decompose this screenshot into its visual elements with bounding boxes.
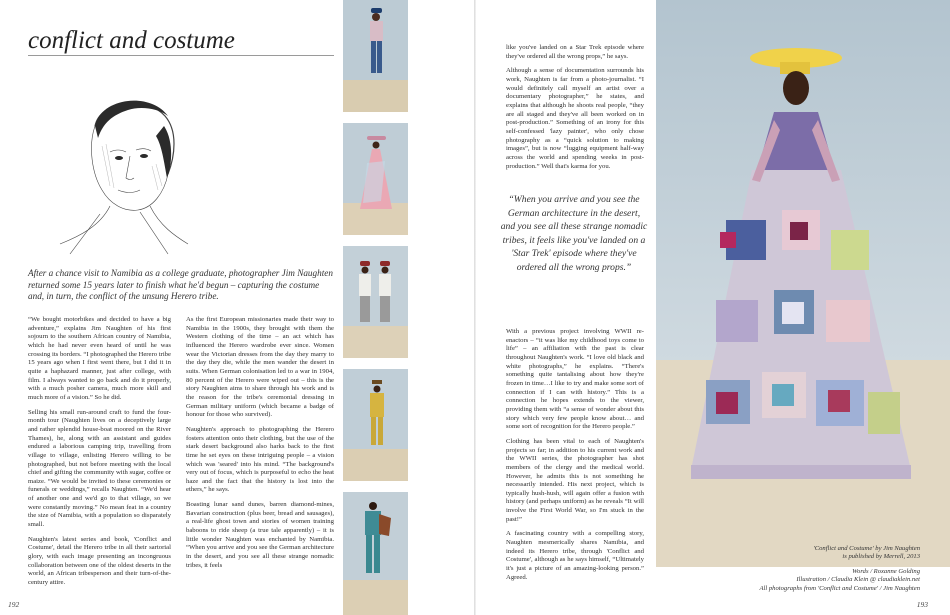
paragraph: As the first European missionaries made their way to Namibia in the 1900s, they brought with them the Western clothing of the time – an act which has influenced the Herero wardrobe ever since. Women wear the Victorian dresses from the day they marry to the day they die, while the men wander the desert in suits. When German colonisation led to a war in 1904, 80 percent of the Herero were wiped out – this is the story Naughten aims to share through his work and is the reason for the tribe's ceremonial dressing in German military uniform (which became a badge of honour for those who survived). — [186, 316, 334, 419]
page-title: conflict and costume — [28, 28, 334, 56]
paragraph: Naughten's latest series and book, 'Conflict and Costume', detail the Herero tribe in all their sartorial glory, with each image presenting an incongruous collaboration between one of the oldest deserts in the world, an African tribesperson and their turn-of-the-century attire. — [28, 535, 171, 587]
paragraph: “We bought motorbikes and decided to have a big adventure,” explains Jim Naughten of his first sojourn to the southern African country of Namibia, which he had never even heard of until he was crossing its borders. “I photographed the Herero tribe 15 years ago when I first went there, but I did it in quite a haphazard manner, just after college, with film. I always wanted to go back and do it properly, with a much posher camera, much more skill and much more of a vision.” So he did. — [28, 316, 171, 401]
credit-line: Words / Roxanne Golding — [852, 567, 920, 575]
photo-thumbnail-3 — [343, 246, 408, 358]
credit-line: Illustration / Claudia Klein @ claudiaklein.net — [796, 576, 920, 584]
paragraph: Clothing has been vital to each of Naughten's projects so far; in addition to his current work and the WWII series, the photographer has shot members of the clergy and the medical world. However, he admits this is not something he necessarily intended. His next project, which is typically hush-hush, will again offer a fusion with history (and perhaps uniform) as he reveals “It will involve the First World War, so I'm stuck in the past!” — [506, 437, 644, 523]
photo-thumbnail-1 — [343, 0, 408, 112]
paragraph: Although a sense of documentation surrounds his work, Naughten is far from a photo-journalist. “I would definitely call myself an artist over a documentary photographer,” he states, and explains that although he shoots real people, “they are all staged and they've all been worked on in post-production.” Something of an irony for this self-confessed 'lazy painter', who only chose photography as a “quick solution to making images”, but is now “lugging equipment half-way across the world and spending weeks in post-production.” Well that's karma for you. — [506, 67, 644, 170]
credit-line: is published by Merrell, 2013 — [842, 553, 920, 561]
page-number-right: 193 — [916, 600, 928, 609]
illustrated-portrait — [40, 86, 190, 256]
page-spine — [474, 0, 476, 615]
credit-line: 'Conflict and Costume' by Jim Naughten — [813, 545, 920, 552]
herero-woman-photograph — [656, 0, 950, 567]
credits-block — [690, 545, 920, 593]
paragraph: A fascinating country with a compelling story, Naughten mesmerically shares Namibia, and indeed its Herero tribe, through 'Conflict and Costume', although as he says himself, “Ultimately it's just a picture of an amazing-looking person.” Agreed. — [506, 530, 644, 581]
paragraph: Boasting lunar sand dunes, barren diamond-mines, Bavarian construction (plus beer, bread and sausages), a real-life ghost town and stories of women training baboons to ride sheep (a true tale apparently) – it is little wonder Naughten was enchanted by Namibia. “When you arrive and you see the German architecture in the desert, and you see all these strange nomadic tribes, it feels — [186, 501, 334, 569]
photo-thumbnail-2 — [343, 123, 408, 235]
page-number-left: 192 — [8, 600, 20, 609]
paragraph: Selling his small run-around craft to fund the four-month tour (Naughten lives on a deceptively large and rather splendid house-boat moored on the River Thames), he, along with an assistant and guides endured a laborious camping trip, travelling from village to village, enlisting Herero willing to be photographed, but not before meeting with the local chief and gifting the community with sugar, coffee or maize. “We would be invited to these ceremonies or funerals or weddings,” recalls Naughten. “We'd hear of another one and we'd go to that village, so we were constantly moving.” No mean feat in a country the size of Namibia, with a population so disparately small. — [28, 408, 171, 529]
body-column-1 — [28, 316, 171, 594]
body-column-4 — [506, 328, 644, 588]
intro-standfirst: After a chance visit to Namibia as a college graduate, photographer Jim Naughten returned some 15 years later to finish what he'd begun – capturing the costume and, in turn, the conflict of the unsung Herero tribe. — [28, 268, 333, 301]
photo-thumbnail-4 — [343, 369, 408, 481]
body-column-3 — [506, 44, 644, 177]
body-column-2 — [186, 316, 334, 576]
photo-thumbnail-5 — [343, 492, 408, 615]
paragraph: Naughten's approach to photographing the Herero fosters attention onto their clothing, but the use of the stark desert background also harks back to the first time he set eyes on these intriguing people – a vision which was 'seared' into his mind. “The background's very out of focus, which is purposeful to echo the heat haze and the fact that the history is lost into the ethers,” he says. — [186, 425, 334, 494]
paragraph: like you've landed on a Star Trek episode where they've ordered all the wrong props,” he says. — [506, 44, 644, 60]
credit-line: All photographs from 'Conflict and Costume' / Jim Naughten — [759, 584, 920, 592]
paragraph: With a previous project involving WWII re-enactors – “it was like my childhood toys come to life” – an affiliation with the past is clear throughout Naughten's work. “I love old black and white photographs,” he explains. “There's something quite tantalising about how they're frozen in time…I like to try and make some sort of connection if I can with history.” This is a connection he hopes extends to the viewer, providing them with “a sense of wonder about this story which very few people know about… and some sort of recognition for the Herero people.” — [506, 328, 644, 431]
pull-quote: “When you arrive and you see the German architecture in the desert, and you see all these strange nomadic tribes, it feels like you've landed on a 'Star Trek' episode where they've ordered all the wrong props.” — [500, 194, 648, 273]
